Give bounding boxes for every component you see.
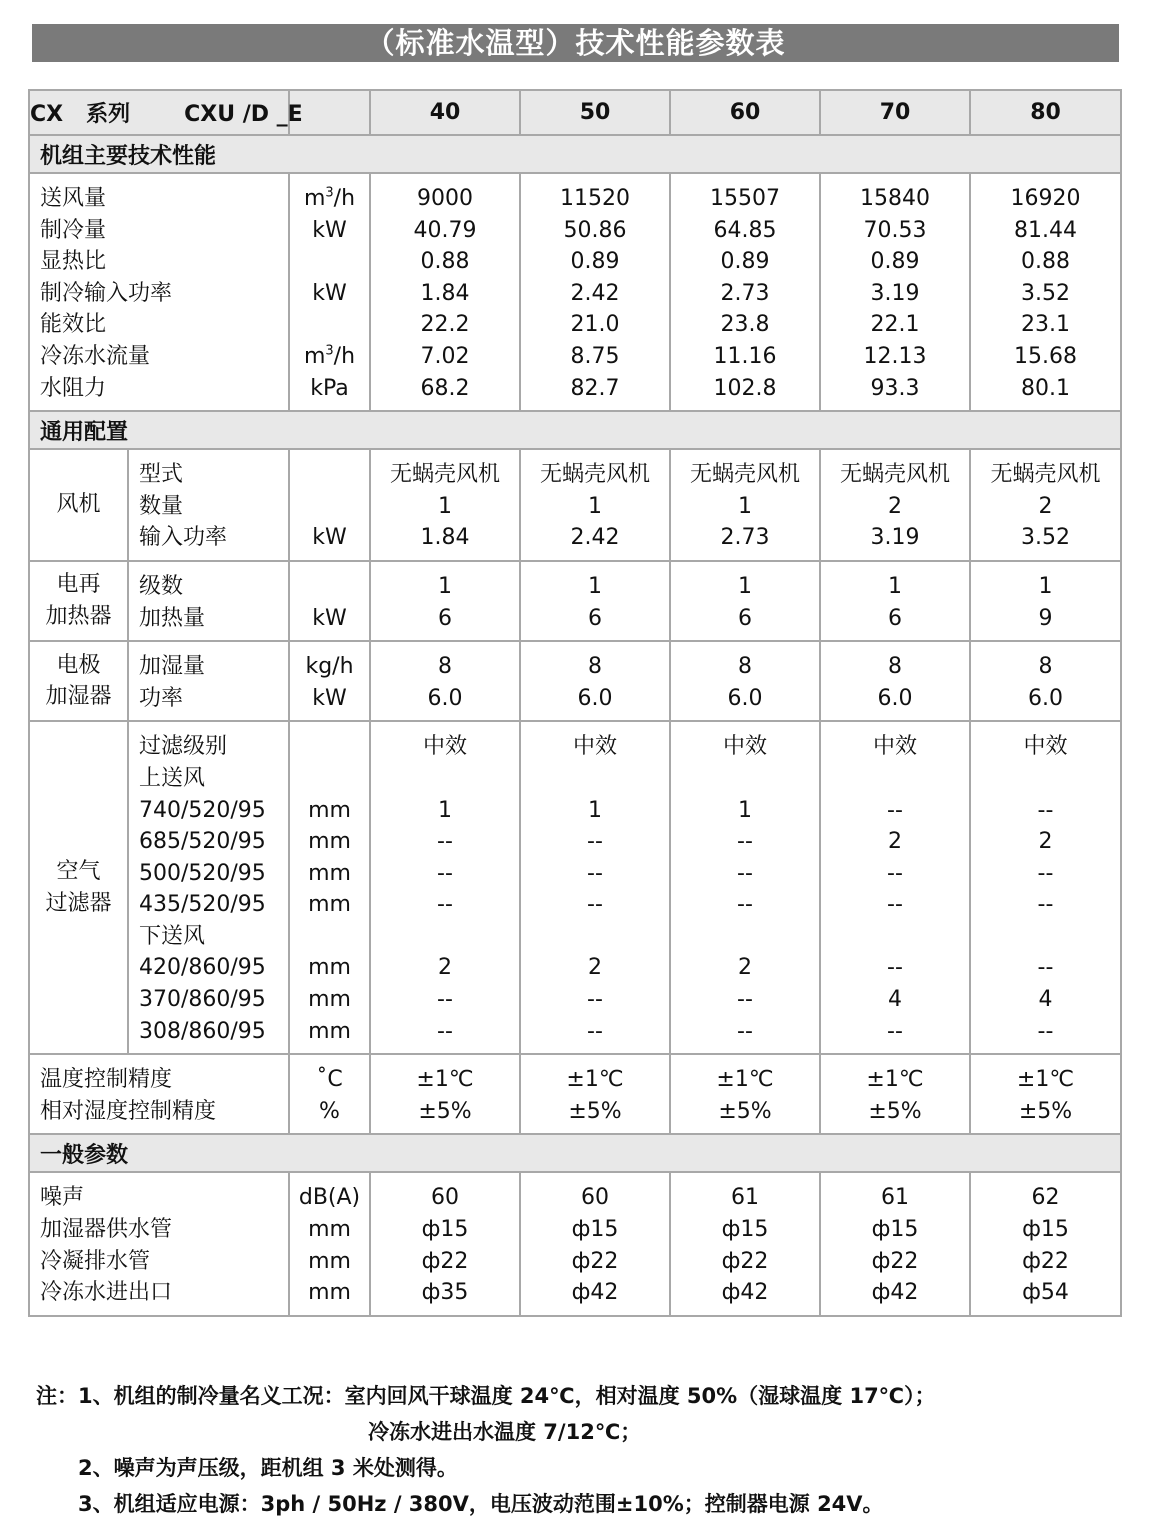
model-value-column (670, 173, 820, 411)
row-label: 能效比 (40, 312, 107, 338)
note-line: 2、噪声为声压级，距机组 3 米处测得。 (78, 1456, 458, 1480)
value-cell: 11.16 (713, 343, 777, 369)
value-cell: ф42 (871, 1280, 919, 1306)
row-label: 过滤级别 (139, 734, 228, 760)
series-header (29, 90, 303, 135)
value-cell: 21.0 (570, 312, 620, 338)
value-cell: 9000 (417, 186, 473, 211)
value-cell: 0.89 (870, 249, 920, 275)
model-value-column (970, 641, 1121, 721)
group-label-line: 风机 (56, 492, 101, 518)
row-label: 上送风 (139, 765, 206, 791)
value-cell: ±1℃ (416, 1067, 474, 1093)
value-cell: 2.73 (720, 280, 770, 306)
value-cell: -- (587, 860, 603, 886)
value-cell: 6.0 (727, 685, 763, 711)
config-group-row (29, 721, 1121, 1054)
value-cell: 1 (438, 797, 452, 823)
group-label-line: 电再 (56, 572, 101, 598)
value-cell: -- (887, 797, 903, 823)
row-label: 型式 (139, 462, 184, 488)
row-unit: mm (308, 987, 351, 1013)
row-unit: mm (308, 1248, 351, 1274)
group-label-line: 加热器 (45, 604, 112, 630)
value-cell: -- (737, 829, 753, 855)
row-unit (290, 459, 369, 491)
value-cell: 22.2 (420, 312, 470, 338)
value-cell: 81.44 (1014, 217, 1077, 243)
value-cell: 无蜗壳风机 (539, 462, 650, 488)
row-unit (290, 921, 369, 953)
row-label: 685/520/95 (139, 829, 266, 855)
row-unit: dB(A) (298, 1185, 361, 1211)
value-cell: ф22 (571, 1248, 619, 1274)
model-header: 40 (370, 90, 520, 135)
value-cell: ф15 (721, 1217, 769, 1243)
row-unit: mm (308, 892, 351, 918)
label-column (128, 721, 289, 1054)
value-cell: -- (887, 892, 903, 918)
note-line: 冷冻水进出水温度 7/12℃； (368, 1420, 642, 1444)
row-label: 相对湿度控制精度 (40, 1098, 217, 1124)
row-label: 370/860/95 (139, 987, 266, 1013)
row-label: 冷凝排水管 (40, 1248, 151, 1274)
value-cell (821, 763, 969, 795)
value-cell: ±1℃ (566, 1067, 624, 1093)
model-value-column (520, 641, 670, 721)
value-cell: -- (437, 987, 453, 1013)
value-cell: 8 (1038, 654, 1053, 680)
model-value-column (670, 561, 820, 641)
value-cell: 无蜗壳风机 (389, 462, 500, 488)
value-cell: ф42 (571, 1280, 619, 1306)
model-value-column (670, 1172, 820, 1315)
value-cell: 中效 (1023, 734, 1068, 760)
group-label-line: 过滤器 (45, 890, 112, 916)
value-cell: 1 (888, 573, 902, 599)
value-cell: 1.84 (420, 280, 470, 306)
note-line: 注：1、机组的制冷量名义工况：室内回风干球温度 24℃，相对温度 50%（湿球温度 17℃）； (36, 1384, 936, 1408)
label-column (128, 561, 289, 641)
row-unit: % (319, 1098, 340, 1124)
row-unit: mm (308, 1280, 351, 1306)
value-cell: 中效 (572, 734, 617, 760)
value-cell: -- (887, 860, 903, 886)
value-cell: 6 (888, 605, 902, 631)
value-cell: 64.85 (713, 217, 777, 243)
value-cell: 无蜗壳风机 (990, 462, 1101, 488)
value-cell (521, 763, 669, 795)
value-cell: 无蜗壳风机 (839, 462, 950, 488)
model-value-column (970, 721, 1121, 1054)
value-cell (971, 763, 1120, 795)
value-cell: ф22 (421, 1248, 469, 1274)
model-value-column (970, 449, 1121, 561)
value-cell: ф15 (421, 1217, 469, 1243)
value-cell: 3.19 (870, 525, 920, 551)
unit-column (289, 449, 370, 561)
value-cell: 102.8 (713, 375, 777, 401)
row-unit (290, 763, 369, 795)
value-cell: 2 (438, 955, 452, 981)
model-value-column (820, 721, 970, 1054)
unit-column (289, 1054, 370, 1134)
row-unit (290, 571, 369, 603)
value-cell: 3.19 (870, 280, 920, 306)
value-cell (671, 921, 819, 953)
value-cell: 8 (738, 654, 752, 680)
value-cell: 6 (738, 605, 752, 631)
config-group-row (29, 641, 1121, 721)
group-label-line: 电极 (56, 652, 101, 678)
row-unit (290, 491, 369, 523)
row-label: 数量 (139, 493, 184, 519)
value-cell: 8.75 (570, 343, 620, 369)
model-value-column (820, 173, 970, 411)
value-cell: 6 (438, 605, 452, 631)
row-unit: $m^3/h$ (303, 185, 356, 211)
model-header: 50 (520, 90, 670, 135)
header-row (29, 90, 1121, 135)
value-cell: 中效 (722, 734, 767, 760)
value-cell: 50.86 (563, 217, 627, 243)
value-cell: 40.79 (413, 217, 477, 243)
value-cell: ф35 (421, 1280, 469, 1306)
label-column (29, 1054, 289, 1134)
value-cell (371, 763, 519, 795)
value-cell: ф15 (1022, 1217, 1069, 1243)
value-cell: 11520 (560, 186, 630, 211)
value-cell: ±5% (1018, 1098, 1073, 1124)
row-label: 级数 (139, 573, 184, 599)
model-header: 70 (820, 90, 970, 135)
general-params-block (29, 1172, 1121, 1315)
config-group-row (29, 449, 1121, 561)
value-cell: 15.68 (1014, 343, 1077, 369)
value-cell: -- (1037, 1018, 1054, 1044)
value-cell: 23.8 (720, 312, 770, 338)
model-value-column (520, 1054, 670, 1134)
value-cell: -- (587, 829, 603, 855)
row-unit: kW (312, 685, 347, 711)
value-cell: -- (587, 987, 603, 1013)
value-cell: 1 (738, 493, 752, 519)
value-cell: ±5% (418, 1098, 472, 1124)
value-cell: 68.2 (420, 375, 470, 401)
value-cell: 15840 (860, 186, 930, 211)
model-value-column (820, 561, 970, 641)
value-cell (821, 921, 969, 953)
value-cell: 6.0 (577, 685, 613, 711)
row-unit: kW (312, 525, 347, 551)
control-precision-block (29, 1054, 1121, 1134)
value-cell: -- (437, 892, 453, 918)
group-label (29, 449, 128, 561)
value-cell: -- (737, 892, 753, 918)
value-cell: 2 (888, 829, 902, 855)
section-general-params: 一般参数 (29, 1134, 1121, 1172)
value-cell: 60 (581, 1185, 609, 1211)
model-value-column (370, 1172, 520, 1315)
value-cell: 2.42 (570, 525, 620, 551)
row-label: 500/520/95 (139, 860, 266, 886)
row-label: 740/520/95 (139, 797, 266, 823)
value-cell: ±5% (718, 1098, 772, 1124)
unit-column (289, 641, 370, 721)
row-unit (290, 309, 369, 341)
section-general-config: 通用配置 (29, 411, 1121, 449)
value-cell: 中效 (422, 734, 467, 760)
main-performance-block (29, 173, 1121, 411)
model-value-column (370, 561, 520, 641)
value-cell: -- (587, 892, 603, 918)
model-value-column (370, 449, 520, 561)
model-value-column (970, 561, 1121, 641)
value-cell: -- (737, 987, 753, 1013)
value-cell: 70.53 (863, 217, 927, 243)
row-unit: mm (308, 955, 351, 981)
row-label: 加湿量 (139, 654, 206, 680)
value-cell: 2 (1038, 493, 1053, 519)
page-title: （标准水温型）技术性能参数表 (32, 24, 1119, 62)
unit-column (289, 721, 370, 1054)
value-cell: ф42 (721, 1280, 769, 1306)
note-line: 3、机组适应电源：3ph / 50Hz / 380V，电压波动范围±10%；控制器电源 24V。 (78, 1492, 884, 1516)
value-cell: 8 (888, 654, 902, 680)
value-cell: -- (1037, 955, 1054, 981)
row-unit: mm (308, 1217, 351, 1243)
model-header: 80 (970, 90, 1121, 135)
row-unit: ˚C (316, 1067, 343, 1093)
group-label (29, 641, 128, 721)
value-cell: 4 (888, 987, 902, 1013)
value-cell: -- (437, 860, 453, 886)
value-cell: 6.0 (877, 685, 913, 711)
row-unit: mm (308, 797, 351, 823)
value-cell: 1 (438, 573, 452, 599)
value-cell: 12.13 (863, 343, 927, 369)
model-label: CXU /D _E (184, 102, 303, 127)
model-header: 60 (670, 90, 820, 135)
value-cell: ф22 (1022, 1248, 1069, 1274)
row-label: 水阻力 (40, 375, 107, 401)
row-unit: mm (308, 829, 351, 855)
value-cell: 61 (731, 1185, 759, 1211)
value-cell: 6.0 (427, 685, 463, 711)
model-value-column (520, 721, 670, 1054)
value-cell: 9 (1038, 605, 1053, 631)
row-label: 420/860/95 (139, 955, 266, 981)
model-value-column (370, 1054, 520, 1134)
row-label: 输入功率 (139, 525, 228, 551)
row-unit: kW (312, 280, 347, 306)
group-label-line: 空气 (56, 859, 101, 885)
value-cell: 2 (888, 493, 902, 519)
value-cell: ф15 (571, 1217, 619, 1243)
value-cell: -- (1037, 860, 1054, 886)
value-cell: 2 (1038, 829, 1053, 855)
value-cell: 8 (588, 654, 602, 680)
model-value-column (520, 449, 670, 561)
value-cell: 1 (438, 493, 452, 519)
value-cell: 62 (1031, 1185, 1060, 1211)
value-cell: 0.88 (420, 249, 470, 275)
value-cell: 无蜗壳风机 (689, 462, 800, 488)
spec-table (28, 89, 1122, 1317)
notes (36, 1378, 1136, 1522)
group-label-line: 加湿器 (45, 684, 112, 710)
row-label: 308/860/95 (139, 1018, 266, 1044)
value-cell: -- (437, 1018, 453, 1044)
unit-column (289, 1172, 370, 1315)
config-group-row (29, 561, 1121, 641)
value-cell: -- (1037, 797, 1054, 823)
value-cell: ±5% (868, 1098, 922, 1124)
section-row (29, 411, 1121, 449)
value-cell: 1 (738, 573, 752, 599)
value-cell: 23.1 (1021, 312, 1070, 338)
model-value-column (520, 561, 670, 641)
model-value-column (670, 449, 820, 561)
value-cell: ф15 (871, 1217, 919, 1243)
value-cell (671, 763, 819, 795)
value-cell: 16920 (1010, 186, 1081, 211)
value-cell: 6 (588, 605, 602, 631)
value-cell: ф22 (721, 1248, 769, 1274)
value-cell: ±1℃ (716, 1067, 774, 1093)
row-unit: kW (312, 217, 347, 243)
row-label: 温度控制精度 (40, 1067, 173, 1093)
section-main-performance: 机组主要技术性能 (29, 135, 1121, 173)
model-value-column (820, 641, 970, 721)
value-cell: 1 (588, 573, 602, 599)
row-unit: kPa (310, 375, 349, 401)
row-unit (290, 246, 369, 278)
value-cell: 2 (588, 955, 602, 981)
value-cell: 1.84 (420, 525, 470, 551)
value-cell: 61 (881, 1185, 909, 1211)
value-cell (521, 921, 669, 953)
value-cell: ±1℃ (1016, 1067, 1075, 1093)
value-cell: 1 (588, 797, 602, 823)
value-cell: -- (737, 860, 753, 886)
row-label: 加热量 (139, 605, 206, 631)
row-label: 冷冻水流量 (40, 343, 151, 369)
row-label: 加湿器供水管 (40, 1217, 173, 1243)
value-cell: 4 (1038, 987, 1053, 1013)
row-unit (290, 731, 369, 763)
value-cell: 3.52 (1021, 525, 1070, 551)
value-cell: 1 (588, 493, 602, 519)
row-label: 送风量 (40, 186, 107, 211)
row-label: 435/520/95 (139, 892, 266, 918)
unit-column (289, 173, 370, 411)
group-label (29, 561, 128, 641)
label-column (29, 173, 289, 411)
model-value-column (670, 721, 820, 1054)
series-label: CX 系列 (30, 102, 131, 127)
value-cell: -- (737, 1018, 753, 1044)
model-value-column (670, 641, 820, 721)
value-cell: 15507 (710, 186, 780, 211)
value-cell: 82.7 (570, 375, 620, 401)
value-cell: ф22 (871, 1248, 919, 1274)
row-unit: $m^3/h$ (303, 343, 356, 369)
row-unit: kW (312, 605, 347, 631)
row-unit: kg/h (305, 654, 354, 680)
value-cell: -- (1037, 892, 1054, 918)
value-cell (971, 921, 1120, 953)
value-cell: -- (587, 1018, 603, 1044)
value-cell: 0.88 (1021, 249, 1070, 275)
value-cell: ±5% (568, 1098, 622, 1124)
value-cell: 1 (738, 797, 752, 823)
model-value-column (970, 1172, 1121, 1315)
model-value-column (970, 173, 1121, 411)
model-value-column (520, 173, 670, 411)
value-cell: 0.89 (720, 249, 770, 275)
value-cell: 80.1 (1021, 375, 1070, 401)
value-cell: 22.1 (870, 312, 920, 338)
section-row (29, 135, 1121, 173)
model-value-column (820, 1054, 970, 1134)
model-value-column (670, 1054, 820, 1134)
model-value-column (370, 173, 520, 411)
label-column (128, 641, 289, 721)
section-row (29, 1134, 1121, 1172)
row-unit: mm (308, 1018, 351, 1044)
value-cell: ф54 (1022, 1280, 1069, 1306)
value-cell: 6.0 (1028, 685, 1063, 711)
value-cell (371, 921, 519, 953)
row-label: 下送风 (139, 923, 206, 949)
model-value-column (820, 1172, 970, 1315)
row-label: 制冷输入功率 (40, 280, 173, 306)
value-cell: 60 (431, 1185, 459, 1211)
model-value-column (820, 449, 970, 561)
value-cell: 3.52 (1021, 280, 1070, 306)
value-cell: -- (887, 1018, 903, 1044)
value-cell: 2.73 (720, 525, 770, 551)
value-cell: 2 (738, 955, 752, 981)
value-cell: 0.89 (570, 249, 620, 275)
value-cell: 93.3 (870, 375, 920, 401)
value-cell: ±1℃ (866, 1067, 924, 1093)
row-label: 噪声 (40, 1185, 85, 1211)
model-value-column (370, 721, 520, 1054)
model-value-column (370, 641, 520, 721)
unit-column (289, 561, 370, 641)
model-value-column (970, 1054, 1121, 1134)
value-cell: 7.02 (420, 343, 470, 369)
value-cell: 8 (438, 654, 452, 680)
value-cell: 1 (1038, 573, 1053, 599)
value-cell: -- (887, 955, 903, 981)
row-label: 功率 (139, 685, 184, 711)
value-cell: -- (437, 829, 453, 855)
row-unit: mm (308, 860, 351, 886)
label-column (29, 1172, 289, 1315)
model-value-column (520, 1172, 670, 1315)
label-column (128, 449, 289, 561)
value-cell: 2.42 (570, 280, 620, 306)
group-label (29, 721, 128, 1054)
value-cell: 中效 (872, 734, 917, 760)
row-label: 冷冻水进出口 (40, 1280, 173, 1306)
row-label: 制冷量 (40, 217, 107, 243)
row-label: 显热比 (40, 249, 107, 275)
